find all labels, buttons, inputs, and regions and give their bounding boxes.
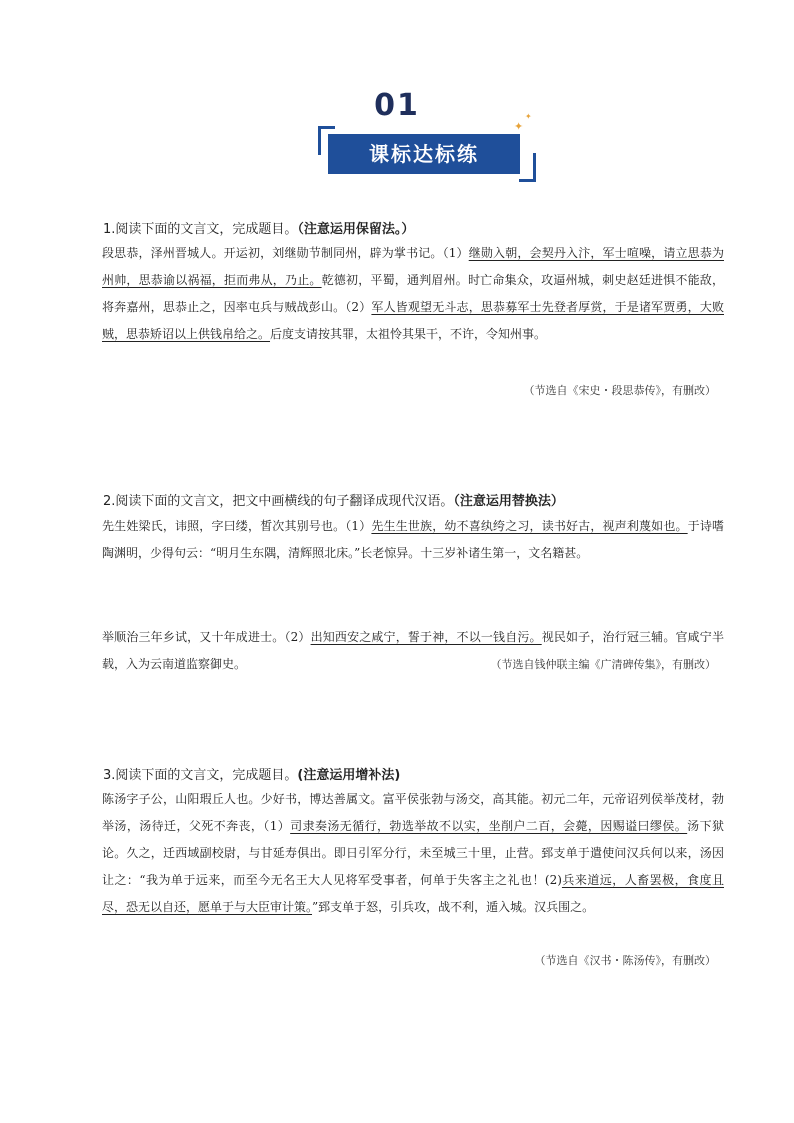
passage-paragraph <box>102 786 724 921</box>
sparkle-icon: ✦ <box>525 112 532 121</box>
source-citation: （节选自钱仲联主编《广清碑传集》，有删改） <box>490 658 716 671</box>
question-hint: （注意运用保留法。） <box>297 222 415 237</box>
question-title <box>103 218 414 237</box>
question-hint: （注意运用替换法） <box>453 494 564 509</box>
passage-text: 汤下狱论。久之，迁西域副校尉，与甘延寿俱出。即日引军分行，未至城三十里，止营。郅支单于遣使问汉兵何以来，汤因让之：“我为单于远来，而至今无名王大人见将军受事者，何单于失客主之礼也！(2) <box>102 819 724 887</box>
passage-text: 陈汤字子公，山阳瑕丘人也。少好书，博达善属文。富平侯张勃与汤交，高其能。初元二年，元帝诏列侯举茂材，勃举汤，汤待迁，父死不奔丧，（1） <box>102 792 724 833</box>
underlined-sentence: 继勋入朝，会契丹入汴，军士喧噪，请立思恭为州帅，思恭谕以祸福，拒而弗从，乃止。 <box>102 246 724 287</box>
underlined-sentence: 军人皆观望无斗志，思恭募军士先登者厚赏，于是诸军贾勇，大败贼，思恭矫诏以上供钱帛给之。 <box>102 300 724 341</box>
passage-text: 视民如子，治行冠三辅。官咸宁半载，入为云南道监察御史。 <box>102 630 724 671</box>
underlined-sentence: 出知西安之咸宁，誓于神，不以一钱自污。 <box>310 630 542 644</box>
passage-text: 后度支请按其罪，太祖怜其果干，不许，令知州事。 <box>270 327 547 341</box>
question-prompt: 2.阅读下面的文言文，把文中画横线的句子翻译成现代汉语。 <box>103 494 454 509</box>
question-title <box>103 764 400 783</box>
passage-text: 举顺治三年乡试，又十年成进士。（2） <box>102 630 311 644</box>
question-prompt: 3.阅读下面的文言文，完成题目。 <box>103 768 298 783</box>
underlined-sentence: 司隶奏汤无循行，勃选举故不以实，坐削户二百，会薨，因赐谥曰缪侯。 <box>290 819 688 833</box>
question-title <box>103 490 564 509</box>
section-title: 课标达标练 <box>328 134 520 174</box>
section-badge <box>318 112 536 182</box>
passage-text: 乾德初，平蜀，通判眉州。时亡命集众，攻逼州城，刺史赵廷进惧不能敌，将奔嘉州，思恭止之，因率屯兵与贼战彭山。（2） <box>102 273 724 314</box>
passage-paragraph <box>102 240 724 348</box>
question-hint: (注意运用增补法) <box>297 768 401 783</box>
source-citation: （节选自《汉书・陈汤传》，有删改） <box>534 954 716 967</box>
section-number: 01 <box>374 88 420 123</box>
passage-text: ”郅支单于怒，引兵攻，战不利，遁入城。汉兵围之。 <box>312 900 595 914</box>
passage-paragraph <box>102 513 724 567</box>
underlined-sentence: 兵来道远，人畜罢极，食度且尽，恐无以自还，愿单于与大臣审计策。 <box>102 873 724 914</box>
passage-text: 于诗嗜陶渊明，少得句云：“明月生东隅，清辉照北床。”长老惊异。十三岁补诸生第一，文名籍甚。 <box>102 519 724 560</box>
passage-text: 段思恭，泽州晋城人。开运初，刘继勋节制同州，辟为掌书记。（1） <box>102 246 469 260</box>
badge-bracket-bottom-right <box>519 153 536 182</box>
source-citation: （节选自《宋史・段思恭传》，有删改） <box>523 384 716 397</box>
underlined-sentence: 先生生世族，幼不喜纨绔之习，读书好古，视声利蔑如也。 <box>371 519 688 533</box>
sparkle-icon: ✦ <box>514 120 524 133</box>
passage-text: 先生姓梁氏，讳照，字曰缕，皙次其别号也。（1） <box>102 519 372 533</box>
question-prompt: 1.阅读下面的文言文，完成题目。 <box>103 222 298 237</box>
